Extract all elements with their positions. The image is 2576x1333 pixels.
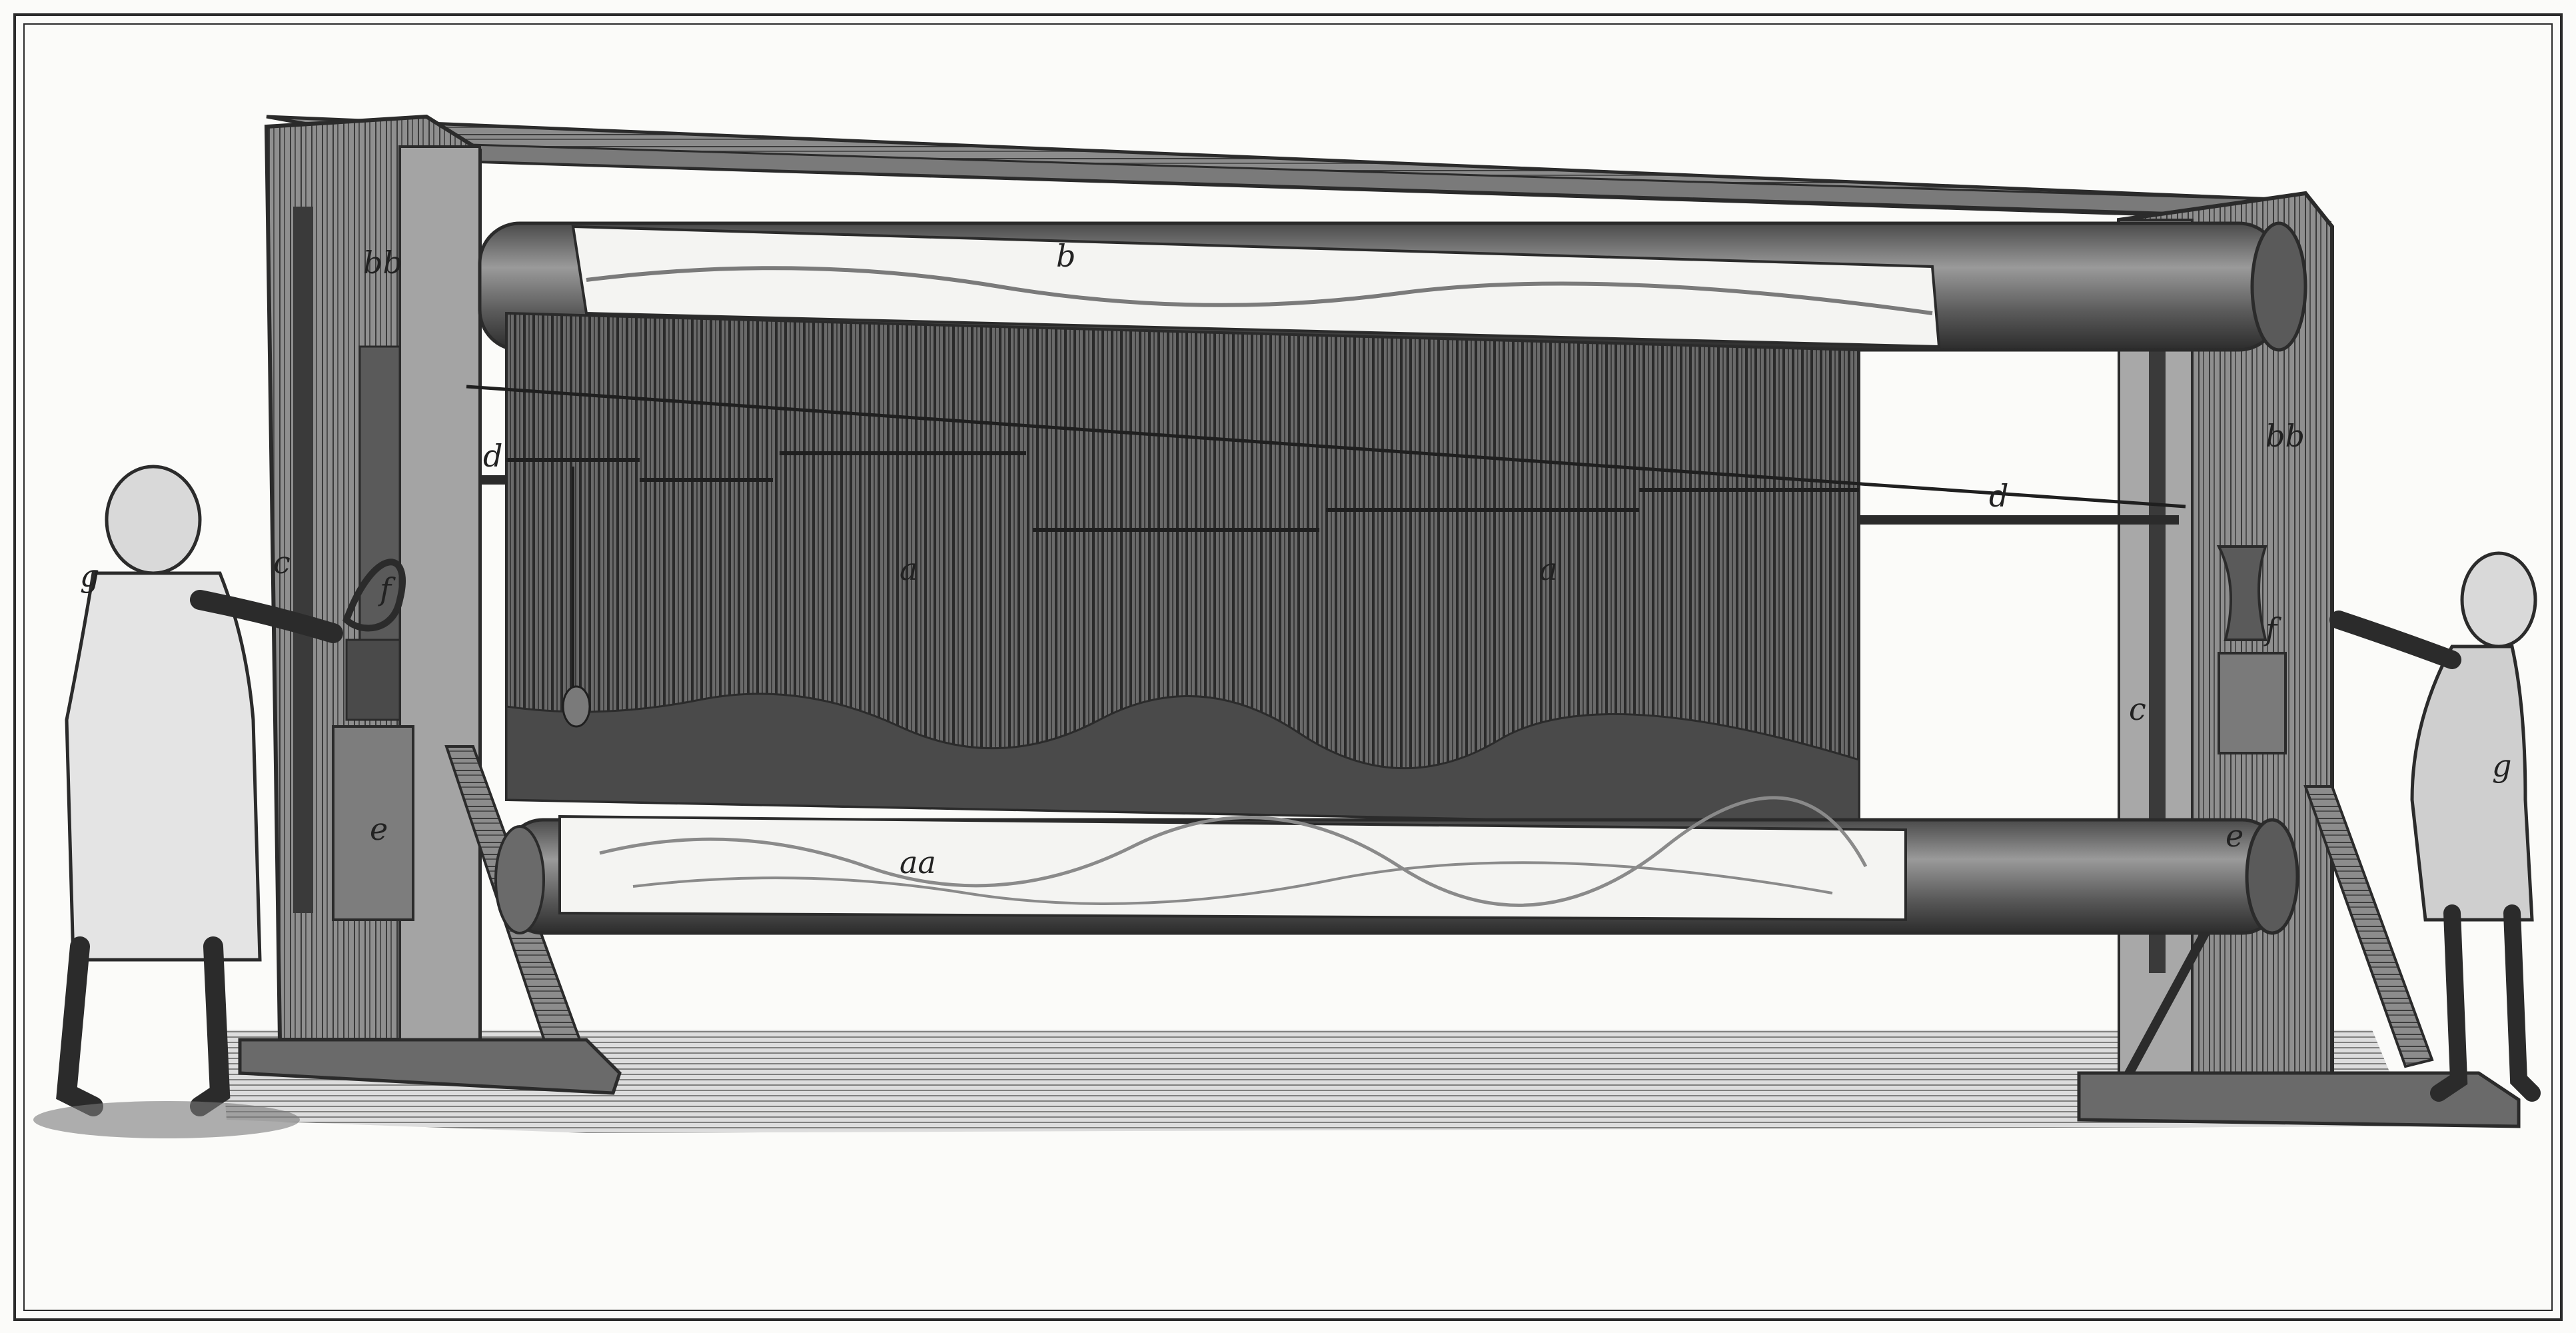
label-cloth-top: b <box>1056 238 1076 274</box>
label-warp-right: a <box>1539 551 1558 587</box>
label-worker-right: g <box>2492 748 2512 784</box>
label-pawl-right: f <box>2265 611 2277 647</box>
label-rod-left: d <box>483 438 503 474</box>
label-warp-left: a <box>900 551 918 587</box>
label-worker-left: g <box>80 558 100 594</box>
label-post-right: c <box>2129 691 2146 727</box>
label-cloth-bottom: aa <box>900 844 936 880</box>
label-crank-right: bb <box>2265 418 2305 454</box>
label-pawl-left: f <box>380 571 392 607</box>
cartoon-cloth <box>560 816 1906 920</box>
label-ratchet-left: e <box>370 811 388 847</box>
label-post-left: c <box>273 545 291 581</box>
label-rod-right: d <box>1989 478 2009 514</box>
label-crank-left: bb <box>363 245 402 281</box>
label-ratchet-right: e <box>2226 818 2244 854</box>
